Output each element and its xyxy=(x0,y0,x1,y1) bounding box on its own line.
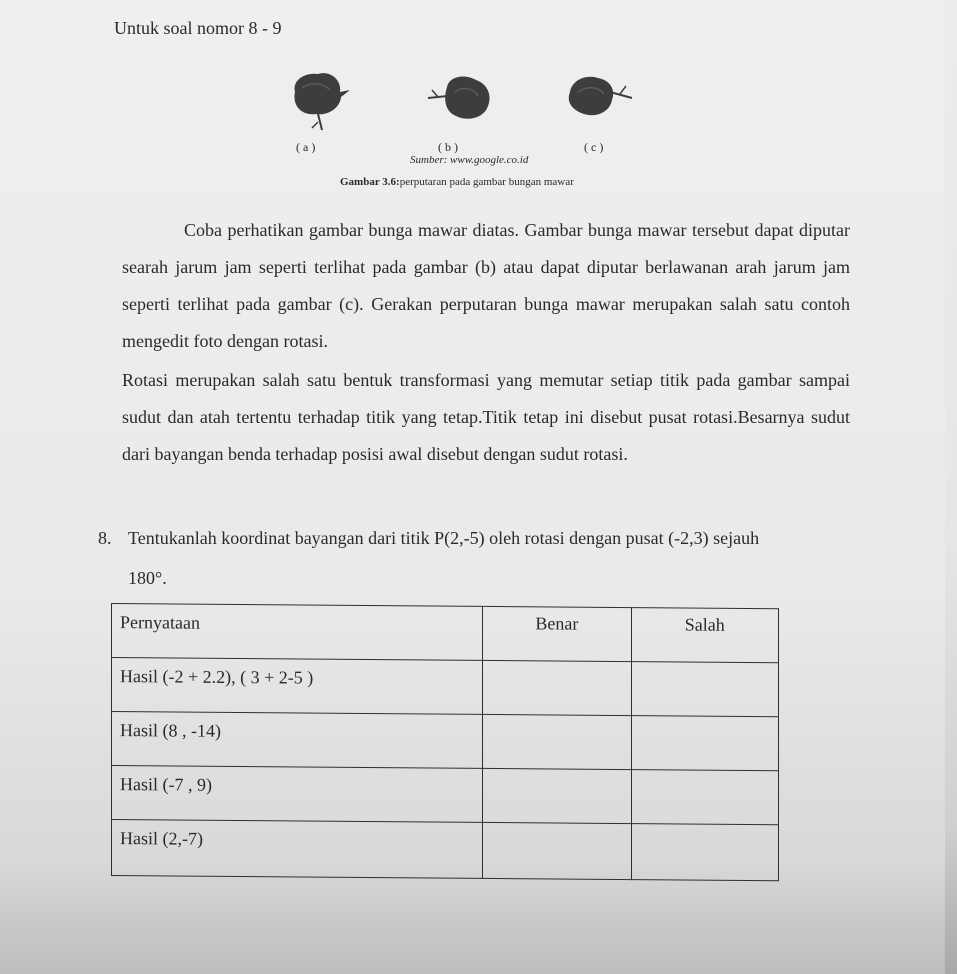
benar-cell[interactable] xyxy=(483,768,631,823)
salah-cell[interactable] xyxy=(631,716,778,771)
table-row xyxy=(112,820,779,881)
question-number: 8. xyxy=(98,528,112,548)
caption-label: Gambar 3.6: xyxy=(340,176,400,188)
figure-label-b: ( b ) xyxy=(438,140,458,154)
rose-figures xyxy=(0,0,957,200)
salah-cell[interactable] xyxy=(631,824,778,881)
table-row xyxy=(112,712,779,771)
benar-cell[interactable] xyxy=(483,660,631,715)
rose-b-image xyxy=(428,77,490,119)
statement-cell: Hasil (-7 , 9) xyxy=(112,766,483,823)
question-text: Tentukanlah koordinat bayangan dari titik P(2,-5) oleh rotasi dengan pusat (-2,3) sejauh xyxy=(128,528,760,548)
statement-cell: Hasil (2,-7) xyxy=(112,820,483,879)
header-pernyataan: Pernyataan xyxy=(112,604,483,661)
benar-cell[interactable] xyxy=(483,822,631,879)
statement-cell: Hasil (8 , -14) xyxy=(112,712,483,769)
question-angle: 180°. xyxy=(128,568,167,588)
figure-caption xyxy=(340,176,574,188)
statement-cell: Hasil (-2 + 2.2), ( 3 + 2-5 ) xyxy=(112,658,483,715)
rose-c-image xyxy=(569,77,632,115)
question-8 xyxy=(98,518,759,598)
salah-cell[interactable] xyxy=(631,662,778,717)
salah-cell[interactable] xyxy=(631,770,778,825)
header-salah: Salah xyxy=(631,608,778,663)
paragraph-intro: Coba perhatikan gambar bunga mawar diatas. Gambar bunga mawar tersebut dapat diputar searah jarum jam seperti terlihat pada gambar (b) atau dapat diputar berlawanan arah jarum jam seperti terlihat pada gambar (c). Gerakan perputaran bunga mawar merupakan salah satu contoh mengedit foto dengan rotasi. xyxy=(122,220,850,351)
figure-label-a: ( a ) xyxy=(296,140,316,154)
figure-label-c: ( c ) xyxy=(584,140,604,154)
table-row xyxy=(112,658,779,717)
paragraph-rotation-definition: Rotasi merupakan salah satu bentuk transformasi yang memutar setiap titik pada gambar sampai sudut dan atah tertentu terhadap titik yang tetap.Titik tetap ini disebut pusat rotasi.Besarnya sudut dari bayangan benda terhadap posisi awal disebut dengan sudut rotasi. xyxy=(122,370,850,464)
header-benar: Benar xyxy=(483,606,631,661)
rose-a-image xyxy=(294,73,350,130)
caption-text: perputaran pada gambar bungan mawar xyxy=(399,176,574,188)
table-row xyxy=(112,766,779,825)
answer-table xyxy=(111,603,779,881)
benar-cell[interactable] xyxy=(483,714,631,769)
table-header-row xyxy=(112,604,779,663)
section-heading: Untuk soal nomor 8 - 9 xyxy=(114,18,282,38)
figure-source: Sumber: www.google.co.id xyxy=(410,154,529,166)
